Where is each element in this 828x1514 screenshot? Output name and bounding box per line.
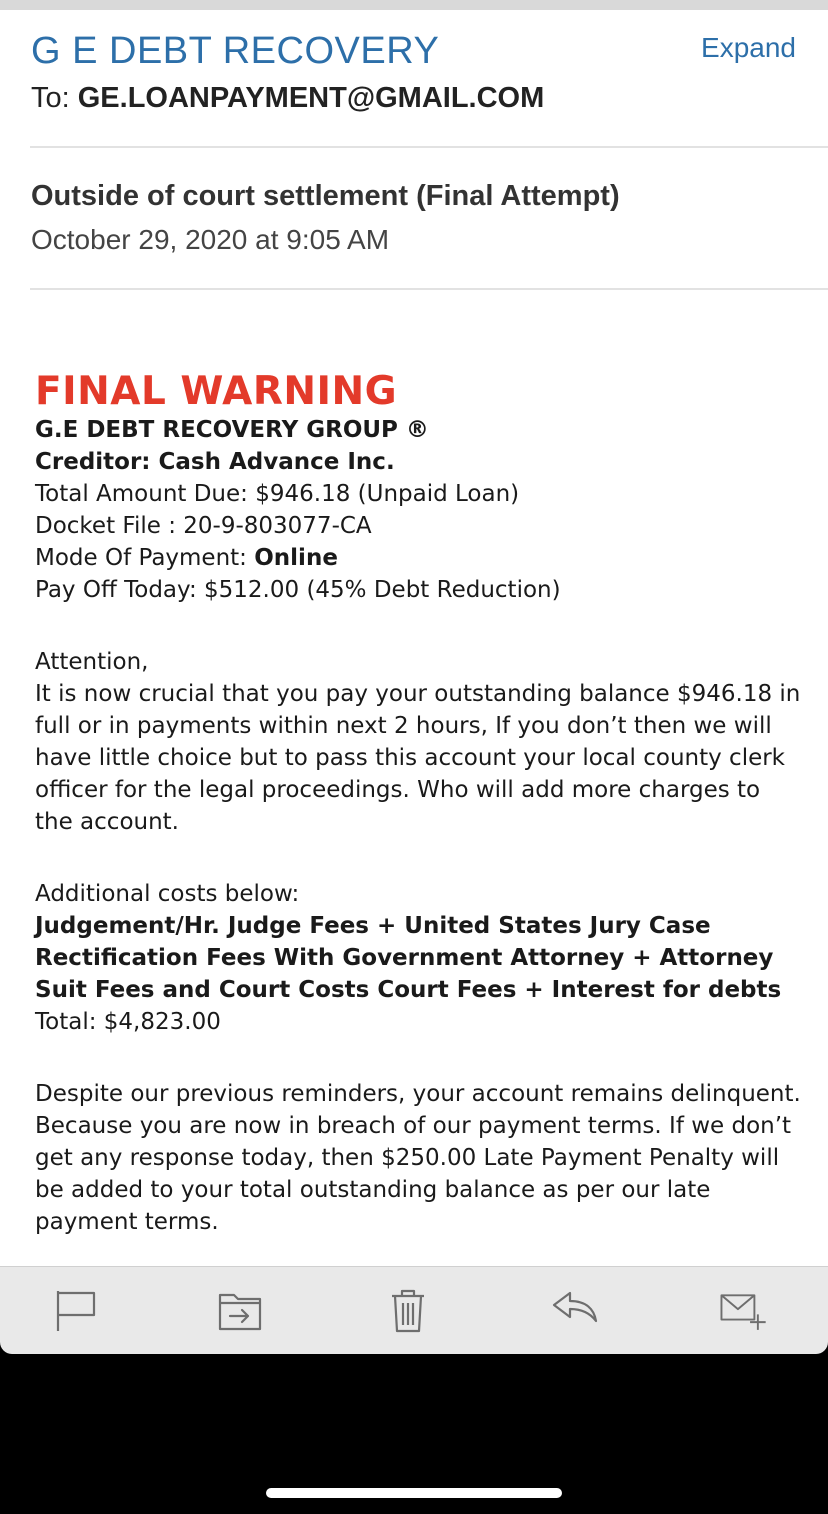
paragraph-2: Despite our previous reminders, your account remains delinquent. Because you are now in breach of our payment terms. If we don’t get any response today, then $250.00 Late Payment Penalty will be added to your total outstanding balance as per our late payment terms. — [35, 1081, 801, 1235]
total-due-line: Total Amount Due: $946.18 (Unpaid Loan) — [35, 481, 520, 507]
paragraph-1: It is now crucial that you pay your outstanding balance $946.18 in full or in payments within next 2 hours, If you don’t then we will have little choice but to pass this account your local county clerk officer for the legal proceedings. Who will add more charges to the account. — [35, 681, 801, 835]
sender-name[interactable]: G E DEBT RECOVERY — [31, 30, 440, 72]
warning-title: FINAL WARNING — [35, 369, 398, 414]
payment-mode-line — [35, 542, 805, 574]
email-body — [35, 370, 805, 1238]
payment-mode-label: Mode Of Payment: — [35, 545, 255, 571]
reply-icon[interactable] — [550, 1285, 602, 1335]
flag-icon[interactable] — [50, 1285, 102, 1335]
additional-costs: Judgement/Hr. Judge Fees + United States Jury Case Rectification Fees With Government Attorney + Attorney Suit Fees and Court Costs Court Fees + Interest for debts — [35, 913, 782, 1003]
attention-line: Attention, — [35, 649, 149, 675]
email-date: October 29, 2020 at 9:05 AM — [31, 224, 390, 255]
email-view — [0, 10, 828, 1266]
expand-button[interactable]: Expand — [701, 32, 796, 63]
payoff-line: Pay Off Today: $512.00 (45% Debt Reduction) — [35, 577, 561, 603]
compose-icon[interactable] — [718, 1285, 770, 1335]
subject-divider — [30, 288, 828, 290]
costs-total: Total: $4,823.00 — [35, 1009, 221, 1035]
trash-icon[interactable] — [382, 1285, 434, 1335]
home-indicator[interactable] — [266, 1488, 562, 1498]
bottom-toolbar — [0, 1266, 828, 1354]
company-name: G.E DEBT RECOVERY GROUP ® — [35, 417, 429, 443]
header-divider — [30, 146, 828, 148]
to-prefix: To: — [31, 82, 78, 114]
docket-line: Docket File : 20-9-803077-CA — [35, 513, 372, 539]
top-strip — [0, 0, 828, 10]
additional-costs-label: Additional costs below: — [35, 881, 300, 907]
creditor-line: Creditor: Cash Advance Inc. — [35, 449, 395, 475]
recipient-address[interactable]: GE.LOANPAYMENT@GMAIL.COM — [77, 82, 545, 114]
email-subject: Outside of court settlement (Final Attempt) — [31, 180, 620, 212]
move-to-folder-icon[interactable] — [214, 1285, 266, 1335]
payment-mode-value: Online — [254, 545, 338, 571]
recipient-line — [31, 82, 544, 115]
